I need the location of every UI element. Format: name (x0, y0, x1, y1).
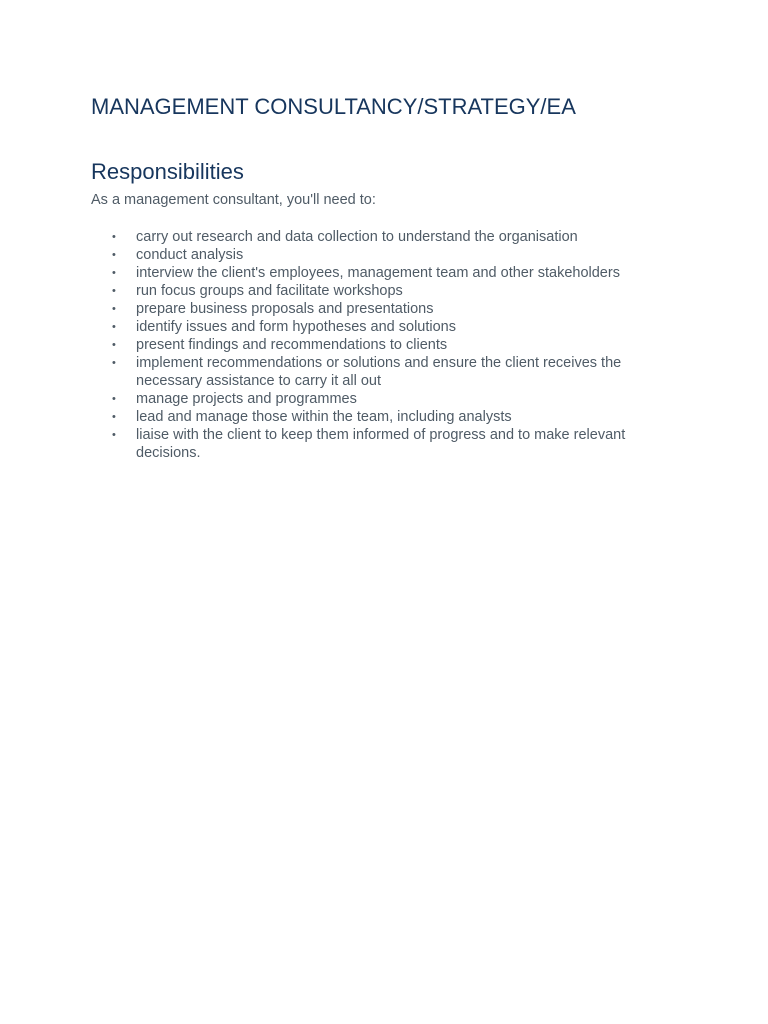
list-item-text: carry out research and data collection to understand the organisation (136, 229, 578, 245)
list-item-text: conduct analysis (136, 247, 244, 263)
list-item (91, 246, 668, 264)
bullet-icon: • (112, 267, 116, 279)
responsibilities-list (91, 228, 668, 462)
list-item-text: prepare business proposals and presentations (136, 301, 434, 317)
bullet-icon: • (112, 393, 116, 405)
list-item-text: implement recommendations or solutions and ensure the client receives the necessary assistance to carry it all out (136, 355, 622, 389)
list-item-text: lead and manage those within the team, including analysts (136, 409, 512, 425)
bullet-icon: • (112, 357, 116, 369)
bullet-icon: • (112, 249, 116, 261)
list-item-text: interview the client's employees, management team and other stakeholders (136, 265, 620, 281)
list-item (91, 228, 668, 246)
list-item (91, 408, 668, 426)
list-item (91, 282, 668, 300)
bullet-icon: • (112, 303, 116, 315)
list-item (91, 318, 668, 336)
section-heading-responsibilities: Responsibilities (91, 159, 244, 184)
list-item-text: liaise with the client to keep them informed of progress and to make relevant decisions. (136, 427, 626, 461)
document-title: MANAGEMENT CONSULTANCY/STRATEGY/EA (91, 94, 576, 119)
bullet-icon: • (112, 429, 116, 441)
bullet-icon: • (112, 285, 116, 297)
list-item (91, 300, 668, 318)
list-item-text: present findings and recommendations to clients (136, 337, 448, 353)
list-item (91, 354, 668, 390)
list-item (91, 336, 668, 354)
intro-paragraph: As a management consultant, you'll need to: (91, 192, 376, 208)
list-item (91, 264, 668, 282)
list-item-text: manage projects and programmes (136, 391, 357, 407)
bullet-icon: • (112, 411, 116, 423)
list-item-text: run focus groups and facilitate workshops (136, 283, 403, 299)
list-item (91, 426, 668, 462)
bullet-icon: • (112, 231, 116, 243)
bullet-icon: • (112, 321, 116, 333)
list-item-text: identify issues and form hypotheses and solutions (136, 319, 456, 335)
list-item (91, 390, 668, 408)
bullet-icon: • (112, 339, 116, 351)
